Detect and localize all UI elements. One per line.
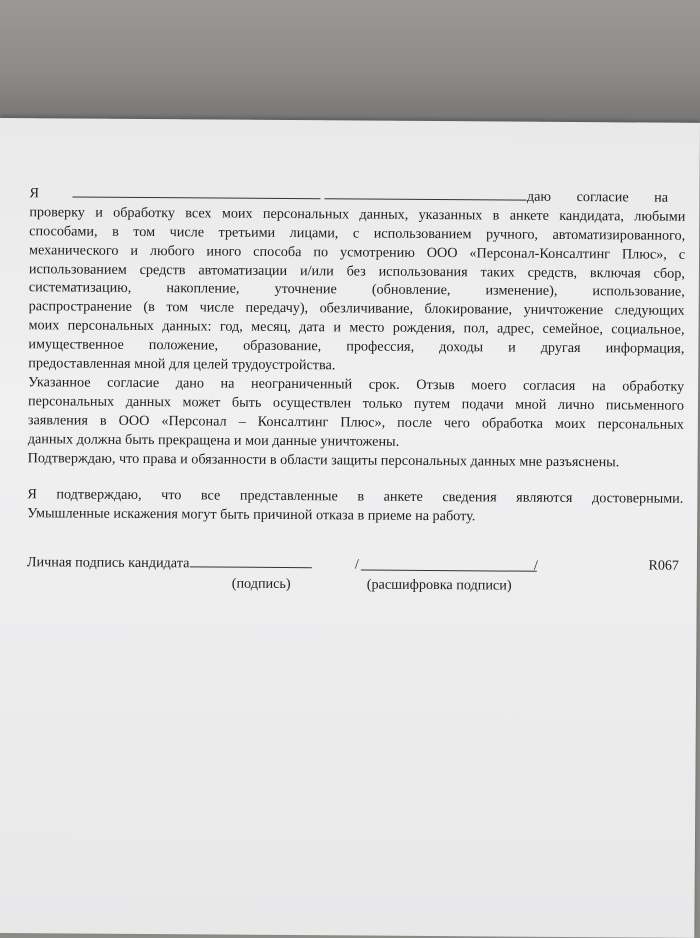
name-blank-field-2 xyxy=(325,186,527,200)
signature-field[interactable] xyxy=(189,555,311,569)
consent-line: моих персональных данных: год, месяц, дата и место рождения, пол, адрес, семейное, социальное, xyxy=(28,317,685,339)
term-line: заявления в ООО «Персонал – Консалтинг Плюс», после чего обработка моих персональных xyxy=(27,411,684,433)
slash-close: / xyxy=(533,557,538,574)
consent-text xyxy=(27,184,686,598)
signature-decoding-field[interactable] xyxy=(361,556,537,572)
paragraph-gap xyxy=(27,523,683,546)
signature-captions xyxy=(27,573,683,598)
name-blank-field xyxy=(73,185,321,200)
caption-decoding: (расшифровка подписи) xyxy=(366,576,512,594)
term-line: Указанное согласие дано на неограниченный срок. Отзыв моего согласия на обработку xyxy=(28,374,685,395)
consent-line: распространение (в том числе передачу), обезличивание, блокирование, уничтожение следующих xyxy=(28,298,685,320)
consent-document-page xyxy=(0,118,700,938)
accuracy-confirmation-line: Я подтверждаю, что все представленные в анкете сведения являются достоверными. xyxy=(27,486,684,508)
consent-line: механического и любого иного способа по усмотрению ООО «Персонал-Консалтинг Плюс», с xyxy=(29,241,686,263)
term-line: персональных данных может быть осуществлен только путем подачи мной лично письменного xyxy=(27,393,685,414)
consent-line: предоставленная мной для целей трудоустройства. xyxy=(28,355,336,374)
consent-line: систематизацию, накопление, уточнение (обновление, изменение), использование, xyxy=(28,279,685,301)
consent-phrase: даю согласие на xyxy=(526,188,669,206)
pronoun-ya: Я xyxy=(29,185,40,202)
consent-line: способами, в том числе третьими лицами, с использованием ручного, автоматизированного, xyxy=(29,223,686,244)
background-wall xyxy=(0,0,700,125)
slash-open: / xyxy=(354,556,359,573)
consent-line: использованием средств автоматизации и/или без использования таких средств, включая сбор, xyxy=(28,260,685,282)
accuracy-confirmation-line: Умышленные искажения могут быть причиной отказа в приеме на работу. xyxy=(27,505,476,525)
caption-signature: (подпись) xyxy=(231,575,291,593)
consent-line: имущественное положение, образование, профессия, доходы и другая информация, xyxy=(28,336,685,357)
term-line: данных должна быть прекращена и мои данные уничтожены. xyxy=(27,430,400,450)
form-code: R067 xyxy=(648,558,679,574)
rights-confirmation: Подтверждаю, что права и обязанности в области защиты персональных данных мне разъяснены. xyxy=(27,449,620,470)
consent-line: проверку и обработку всех моих персональных данных, указанных в анкете кандидата, любыми xyxy=(29,204,686,225)
signature-label: Личная подпись кандидата xyxy=(26,554,190,572)
